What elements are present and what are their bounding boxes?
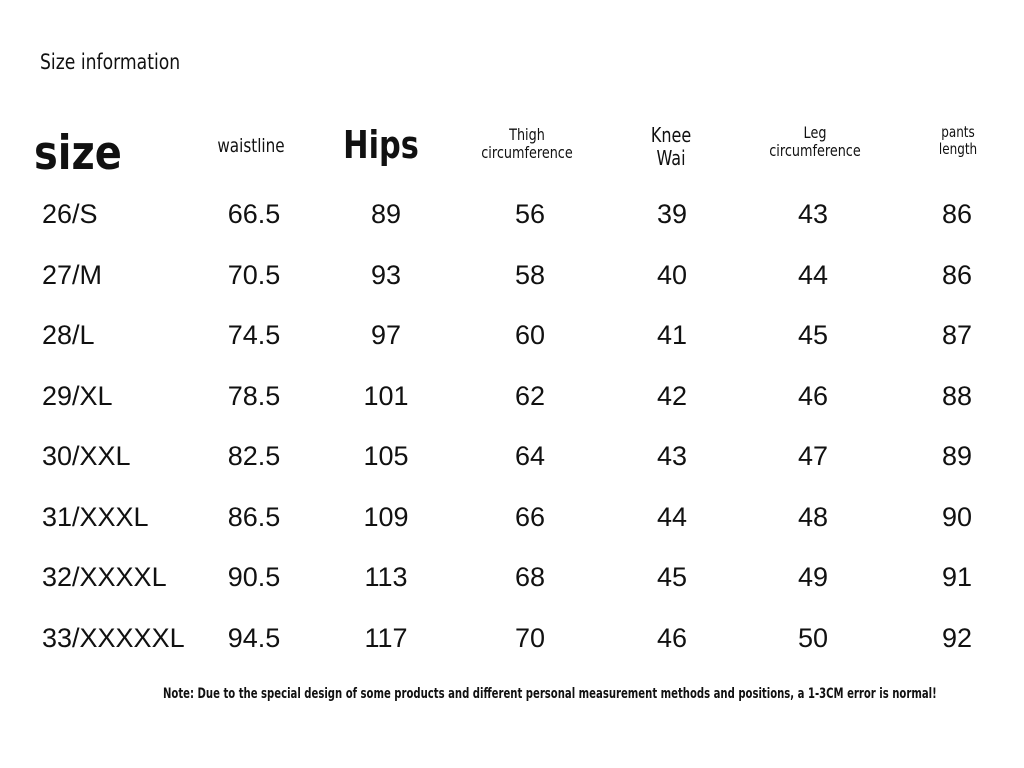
cell-size: 32/XXXXL — [42, 562, 167, 592]
header-thigh-circumference: Thigh circumference — [481, 125, 573, 163]
cell-leg: 49 — [797, 562, 829, 592]
cell-waistline: 82.5 — [227, 441, 281, 471]
cell-hips: 89 — [370, 199, 402, 229]
cell-waistline: 78.5 — [227, 380, 281, 411]
header-waistline: waistline — [217, 135, 285, 157]
measurement-note: Note: Due to the special design of some products and different personal measurement methods and positions, a 1-3CM error is normal! — [163, 686, 937, 702]
cell-length: 86 — [941, 259, 973, 290]
header-size: size — [34, 126, 122, 181]
cell-knee: 39 — [656, 199, 688, 229]
header-hips: Hips — [343, 123, 419, 167]
cell-length: 88 — [941, 380, 973, 411]
cell-size: 26/S — [42, 199, 98, 229]
cell-size: 29/XL — [42, 380, 113, 411]
cell-length: 86 — [941, 199, 973, 229]
cell-thigh: 56 — [514, 199, 546, 229]
cell-thigh: 62 — [514, 380, 546, 411]
cell-thigh: 68 — [514, 562, 546, 592]
cell-hips: 109 — [363, 501, 409, 532]
cell-hips: 113 — [364, 562, 408, 592]
cell-hips: 117 — [364, 622, 408, 653]
table-row — [0, 502, 1024, 542]
header-knee: Knee Wai — [650, 123, 692, 170]
cell-length: 89 — [941, 441, 973, 471]
cell-waistline: 70.5 — [227, 259, 281, 290]
table-row — [0, 320, 1024, 360]
cell-waistline: 94.5 — [227, 622, 281, 653]
page-title: Size information — [40, 50, 181, 74]
cell-waistline: 74.5 — [227, 320, 281, 350]
table-row — [0, 623, 1024, 663]
cell-size: 31/XXXL — [42, 501, 149, 532]
cell-size: 28/L — [42, 320, 95, 350]
header-pants-length: pants length — [938, 123, 978, 159]
cell-length: 90 — [941, 501, 973, 532]
cell-hips: 101 — [363, 380, 409, 411]
cell-thigh: 66 — [514, 501, 546, 532]
cell-thigh: 70 — [514, 622, 546, 653]
cell-length: 91 — [941, 562, 973, 592]
cell-knee: 46 — [656, 622, 688, 653]
cell-hips: 93 — [370, 259, 402, 290]
cell-knee: 42 — [656, 380, 688, 411]
cell-hips: 97 — [370, 320, 402, 350]
cell-leg: 46 — [797, 380, 829, 411]
cell-leg: 43 — [797, 199, 829, 229]
cell-length: 87 — [941, 320, 973, 350]
cell-thigh: 60 — [514, 320, 546, 350]
cell-thigh: 64 — [514, 441, 546, 471]
cell-leg: 47 — [797, 441, 829, 471]
header-leg-circumference: Leg circumference — [769, 123, 861, 161]
cell-waistline: 90.5 — [227, 562, 281, 592]
cell-leg: 45 — [797, 320, 829, 350]
cell-knee: 43 — [656, 441, 688, 471]
table-row — [0, 441, 1024, 481]
table-row — [0, 199, 1024, 239]
cell-length: 92 — [941, 622, 973, 653]
cell-thigh: 58 — [514, 259, 546, 290]
table-row — [0, 562, 1024, 602]
cell-leg: 50 — [797, 622, 829, 653]
cell-hips: 105 — [363, 441, 409, 471]
cell-knee: 41 — [656, 320, 688, 350]
table-row — [0, 260, 1024, 300]
cell-knee: 40 — [656, 259, 688, 290]
table-row — [0, 381, 1024, 421]
cell-leg: 48 — [797, 501, 829, 532]
cell-waistline: 86.5 — [227, 501, 281, 532]
cell-size: 33/XXXXXL — [42, 622, 185, 653]
cell-leg: 44 — [797, 259, 829, 290]
cell-size: 27/M — [42, 259, 103, 290]
cell-size: 30/XXL — [42, 441, 131, 471]
cell-knee: 44 — [656, 501, 688, 532]
cell-knee: 45 — [656, 562, 688, 592]
cell-waistline: 66.5 — [227, 199, 281, 229]
